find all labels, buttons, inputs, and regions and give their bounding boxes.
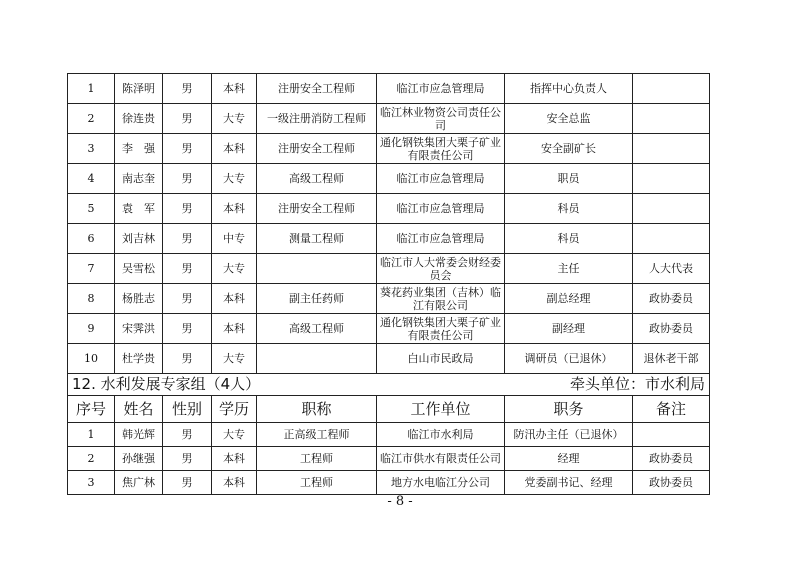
cell-title: 测量工程师: [257, 224, 377, 254]
cell-edu: 大专: [212, 344, 257, 374]
cell-note: 退休老干部: [633, 344, 710, 374]
top-rows: [68, 74, 710, 374]
table-row: [68, 164, 710, 194]
cell-note: [633, 194, 710, 224]
expert-table: [67, 73, 710, 495]
cell-edu: 本科: [212, 447, 257, 471]
cell-name: 焦广林: [115, 471, 163, 495]
header-note: 备注: [633, 396, 710, 423]
cell-no: 1: [68, 74, 115, 104]
cell-unit: 临江市供水有限责任公司: [377, 447, 505, 471]
header-gender: 性别: [163, 396, 212, 423]
cell-gender: 男: [163, 284, 212, 314]
cell-gender: 男: [163, 254, 212, 284]
table-row: [68, 194, 710, 224]
cell-no: 9: [68, 314, 115, 344]
cell-note: 政协委员: [633, 284, 710, 314]
cell-gender: 男: [163, 344, 212, 374]
cell-title: 正高级工程师: [257, 423, 377, 447]
cell-no: 4: [68, 164, 115, 194]
cell-title: 注册安全工程师: [257, 194, 377, 224]
cell-gender: 男: [163, 194, 212, 224]
cell-unit: 白山市民政局: [377, 344, 505, 374]
cell-note: 政协委员: [633, 447, 710, 471]
cell-unit: 通化钢铁集团大栗子矿业有限责任公司: [377, 134, 505, 164]
cell-title: 高级工程师: [257, 314, 377, 344]
cell-post: 党委副书记、经理: [505, 471, 633, 495]
cell-edu: 本科: [212, 74, 257, 104]
cell-gender: 男: [163, 104, 212, 134]
cell-post: 职员: [505, 164, 633, 194]
cell-unit: 临江市应急管理局: [377, 224, 505, 254]
cell-post: 副总经理: [505, 284, 633, 314]
cell-gender: 男: [163, 447, 212, 471]
section-title: 12. 水利发展专家组（4人）: [72, 375, 261, 393]
cell-note: [633, 224, 710, 254]
cell-title: 一级注册消防工程师: [257, 104, 377, 134]
cell-title: 注册安全工程师: [257, 74, 377, 104]
cell-unit: 临江市应急管理局: [377, 164, 505, 194]
cell-gender: 男: [163, 164, 212, 194]
cell-unit: 临江市应急管理局: [377, 74, 505, 104]
cell-name: 陈泽明: [115, 74, 163, 104]
cell-edu: 本科: [212, 134, 257, 164]
cell-no: 3: [68, 134, 115, 164]
cell-unit: 地方水电临江分公司: [377, 471, 505, 495]
cell-post: 主任: [505, 254, 633, 284]
cell-no: 10: [68, 344, 115, 374]
cell-no: 6: [68, 224, 115, 254]
cell-unit: 临江市人大常委会财经委员会: [377, 254, 505, 284]
cell-title: [257, 344, 377, 374]
cell-title: 副主任药师: [257, 284, 377, 314]
cell-name: 杜学贵: [115, 344, 163, 374]
cell-edu: 中专: [212, 224, 257, 254]
cell-no: 8: [68, 284, 115, 314]
cell-post: 调研员（已退休）: [505, 344, 633, 374]
header-unit: 工作单位: [377, 396, 505, 423]
section-row: [68, 374, 710, 396]
cell-no: 2: [68, 447, 115, 471]
table-row: [68, 254, 710, 284]
cell-name: 孙继强: [115, 447, 163, 471]
cell-post: 科员: [505, 224, 633, 254]
cell-gender: 男: [163, 134, 212, 164]
cell-gender: 男: [163, 224, 212, 254]
cell-post: 安全总监: [505, 104, 633, 134]
cell-unit: 临江市应急管理局: [377, 194, 505, 224]
table-row: [68, 447, 710, 471]
cell-no: 3: [68, 471, 115, 495]
cell-post: 安全副矿长: [505, 134, 633, 164]
header-edu: 学历: [212, 396, 257, 423]
cell-note: [633, 104, 710, 134]
cell-name: 刘吉林: [115, 224, 163, 254]
cell-gender: 男: [163, 423, 212, 447]
cell-unit: 通化钢铁集团大栗子矿业有限责任公司: [377, 314, 505, 344]
table-row: [68, 134, 710, 164]
cell-no: 1: [68, 423, 115, 447]
cell-name: 李 强: [115, 134, 163, 164]
cell-no: 2: [68, 104, 115, 134]
cell-name: 徐连贵: [115, 104, 163, 134]
header-row: [68, 396, 710, 423]
cell-name: 吴雪松: [115, 254, 163, 284]
cell-note: 政协委员: [633, 471, 710, 495]
cell-title: 高级工程师: [257, 164, 377, 194]
header-no: 序号: [68, 396, 115, 423]
cell-gender: 男: [163, 471, 212, 495]
cell-unit: 临江林业物资公司责任公司: [377, 104, 505, 134]
table-row: [68, 344, 710, 374]
cell-edu: 大专: [212, 423, 257, 447]
cell-name: 韩光辉: [115, 423, 163, 447]
table-row: [68, 423, 710, 447]
cell-post: 副经理: [505, 314, 633, 344]
cell-no: 7: [68, 254, 115, 284]
bottom-rows: [68, 423, 710, 495]
cell-note: 政协委员: [633, 314, 710, 344]
cell-name: 袁 军: [115, 194, 163, 224]
cell-note: [633, 74, 710, 104]
header-title: 职称: [257, 396, 377, 423]
cell-title: 工程师: [257, 447, 377, 471]
table-row: [68, 104, 710, 134]
header-name: 姓名: [115, 396, 163, 423]
cell-edu: 本科: [212, 314, 257, 344]
page-number: - 8 -: [387, 494, 413, 509]
cell-note: [633, 134, 710, 164]
section-lead-unit: 牵头单位：市水利局: [569, 375, 705, 393]
cell-post: 科员: [505, 194, 633, 224]
cell-unit: 临江市水利局: [377, 423, 505, 447]
cell-post: 经理: [505, 447, 633, 471]
cell-gender: 男: [163, 314, 212, 344]
table-row: [68, 284, 710, 314]
cell-edu: 本科: [212, 284, 257, 314]
table-row: [68, 224, 710, 254]
cell-note: 人大代表: [633, 254, 710, 284]
cell-name: 宋霁洪: [115, 314, 163, 344]
header-post: 职务: [505, 396, 633, 423]
table-row: [68, 471, 710, 495]
cell-unit: 葵花药业集团（吉林）临江有限公司: [377, 284, 505, 314]
table-row: [68, 314, 710, 344]
cell-note: [633, 423, 710, 447]
cell-note: [633, 164, 710, 194]
cell-edu: 大专: [212, 104, 257, 134]
cell-post: 指挥中心负责人: [505, 74, 633, 104]
cell-gender: 男: [163, 74, 212, 104]
cell-name: 杨胜志: [115, 284, 163, 314]
cell-post: 防汛办主任（已退休）: [505, 423, 633, 447]
cell-title: [257, 254, 377, 284]
cell-title: 注册安全工程师: [257, 134, 377, 164]
table-row: [68, 74, 710, 104]
cell-edu: 本科: [212, 194, 257, 224]
cell-edu: 大专: [212, 164, 257, 194]
cell-name: 南志奎: [115, 164, 163, 194]
cell-no: 5: [68, 194, 115, 224]
cell-title: 工程师: [257, 471, 377, 495]
cell-edu: 本科: [212, 471, 257, 495]
cell-edu: 大专: [212, 254, 257, 284]
